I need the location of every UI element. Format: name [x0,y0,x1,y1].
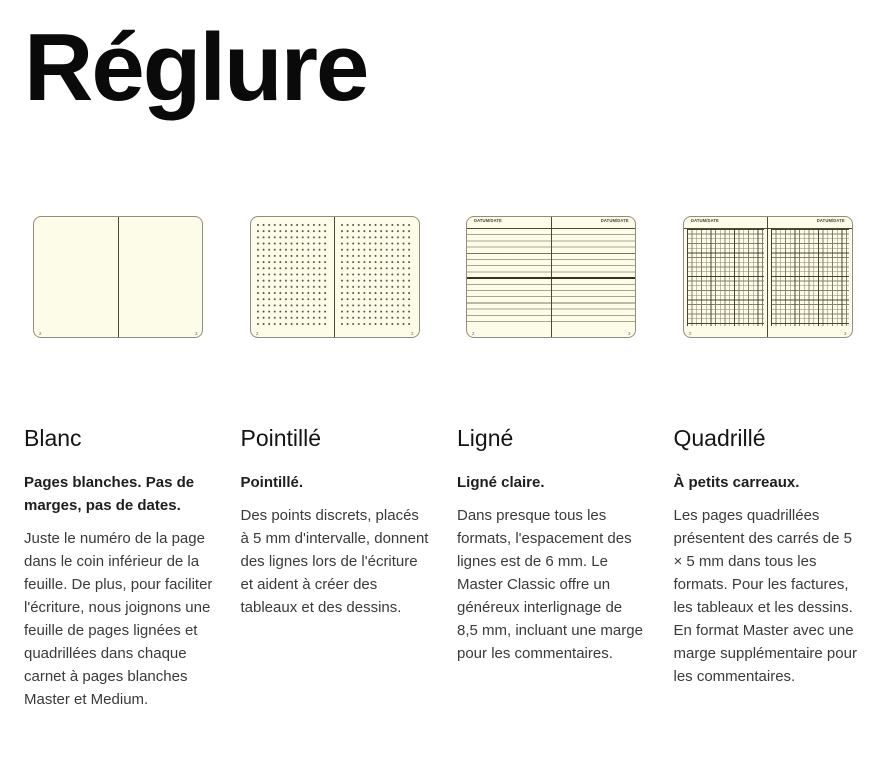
notebook-preview-dotted [250,216,420,338]
notebook-page-left [684,217,767,337]
page-title: Réglure [24,14,368,121]
notebook-page-right [768,217,851,337]
ruling-subtitle-blanc: Pages blanches. Pas de marges, pas de dates. [24,473,195,514]
ruling-description-blanc: Juste le numéro de la page dans le coin inférieur de la feuille. De plus, pour faciliter l'écriture, nous joignons une feuille de pages lignées et quadrillées dans chaque carnet à pages blanches Master et Medium. [24,529,213,708]
notebook-page-right [119,217,202,337]
notebook-figure [457,216,646,338]
dark-middle-rule [467,277,635,279]
page-number-right: 3 [844,331,847,336]
page-header-band [552,217,635,229]
ruling-columns [24,216,862,711]
ruling-column-blanc [24,216,213,711]
datum-date-label: DATUM/DATE [816,218,845,224]
datum-date-label: DATUM/DATE [474,218,503,224]
page-number-left: 2 [688,331,692,336]
page-number-right: 3 [194,331,198,336]
ruling-heading-ligne: Ligné [457,425,514,451]
ruling-description-pointille: Des points discrets, placés à 5 mm d'intervalle, donnent des lignes lors de l'écriture et aident à créer des tableaux et des dessins. [240,506,429,616]
ruling-column-ligne [457,216,646,711]
square-grid-pattern [771,229,848,326]
page-number-left: 2 [255,331,259,336]
page-number-right: 3 [627,331,631,336]
page-header-band [768,217,851,229]
notebook-page-right [335,217,418,337]
page-number-right: 3 [411,331,414,336]
notebook-preview-blank [33,216,203,338]
ruling-heading-pointille: Pointillé [240,425,322,451]
square-grid-pattern [687,229,764,326]
notebook-page-left [34,217,117,337]
dot-grid-pattern [341,224,412,326]
ruling-description-quadrille: Les pages quadrillées présentent des carrés de 5 × 5 mm dans tous les formats. Pour les factures, les tableaux et les dessins. En format Master avec une marge supplémentaire pour les commentaires. [673,506,857,685]
page-header-band [467,217,550,229]
ruling-column-quadrille [674,216,863,711]
datum-date-label: DATUM/DATE [600,218,629,224]
ruling-heading-blanc: Blanc [24,425,82,451]
ruling-subtitle-ligne: Ligné claire. [457,473,545,491]
ruling-subtitle-quadrille: À petits carreaux. [673,473,800,491]
ruling-description-ligne: Dans presque tous les formats, l'espacement des lignes est de 6 mm. Le Master Classic offre un généreux interlignage de 8,5 mm, incluant une marge pour les commentaires. [457,506,643,662]
notebook-figure [24,216,213,338]
dot-grid-pattern [257,224,328,326]
ruling-subtitle-pointille: Pointillé. [240,473,304,491]
page-number-left: 2 [472,331,475,336]
ruling-heading-quadrille: Quadrillé [673,425,766,451]
page-number-left: 2 [39,331,42,336]
notebook-figure [241,216,430,338]
datum-date-label: DATUM/DATE [690,218,719,224]
ruling-column-pointille [241,216,430,711]
notebook-page-left [251,217,334,337]
notebook-preview-grid [683,216,853,338]
page-header-band [684,217,767,229]
notebook-preview-lined [466,216,636,338]
notebook-figure [674,216,863,338]
